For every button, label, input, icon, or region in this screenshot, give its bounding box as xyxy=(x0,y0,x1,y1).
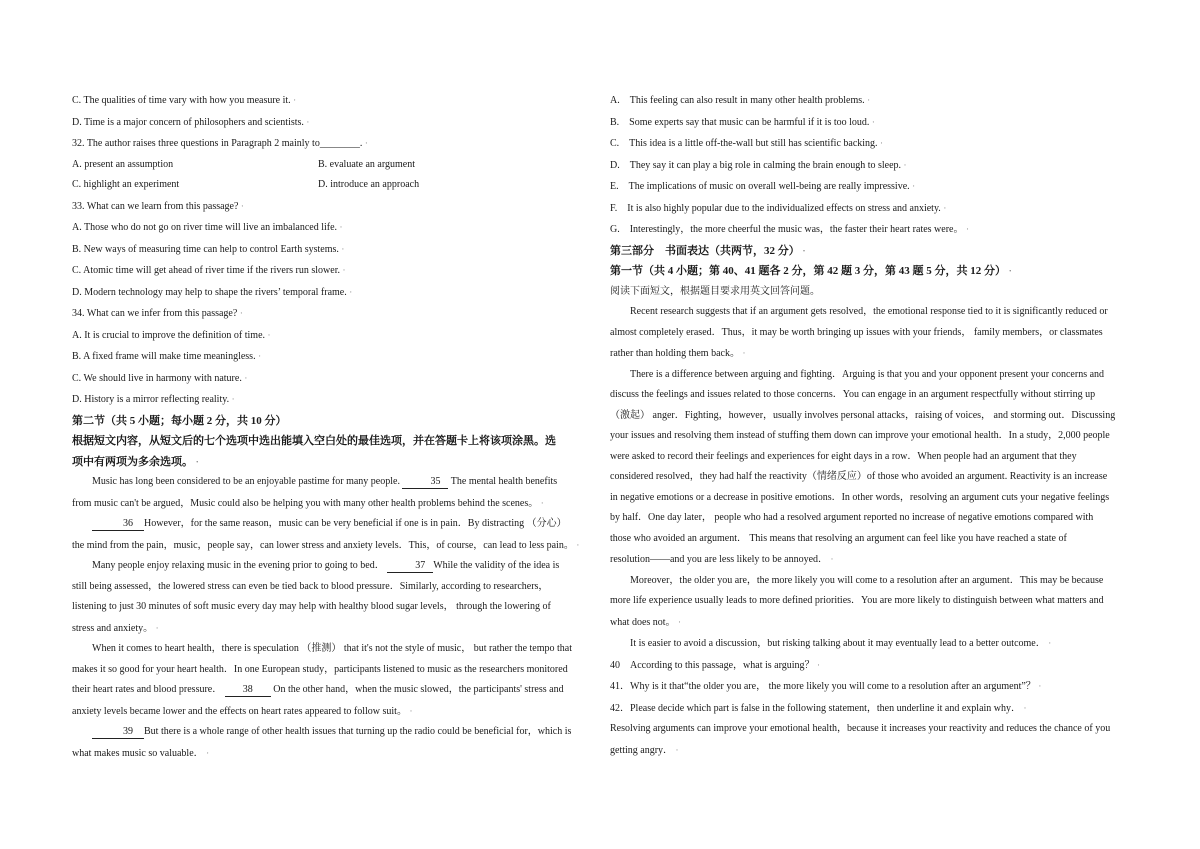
question-40: 40 According to this passage，what is arguing？ · xyxy=(610,659,821,671)
passage-line: resolution——and you are less likely to be annoyed． · xyxy=(610,554,834,565)
q32-options-ab: A. present an assumption B. evaluate an argument xyxy=(72,158,416,170)
blank-39: 39 xyxy=(92,725,144,739)
q34-option-b: B. A fixed frame will make time meaningless. · xyxy=(72,351,262,362)
passage-line: from music can't be argued，Music could also be helping you with many other health problems behind the scenes。 · xyxy=(72,497,544,509)
passage-line: Music has long been considered to be an enjoyable pastime for many people. 35 The mental health benefits xyxy=(92,476,558,487)
passage-line: what makes music so valuable． · xyxy=(72,747,210,759)
passage-line: by half．One day later， people who had a resolved argument reported no increase of negative emotions compared with xyxy=(610,512,1094,523)
passage-line: still being assessed，the lowered stress can even be tied back to blood pressure．Similarly, according to researchers， xyxy=(72,580,549,592)
blank-35: 35 xyxy=(402,475,448,489)
section2-instructions-1: 根据短文内容，从短文后的七个选项中选出能填入空白处的最佳选项，并在答题卡上将该项涂黑。选 xyxy=(72,435,556,447)
passage-line: stress and anxiety。 · xyxy=(72,622,159,634)
passage-line: It is easier to avoid a discussion，but risking talking about it may eventually lead to a better outcome． · xyxy=(630,638,1052,649)
passage-line: There is a difference between arguing and fighting．Arguing is that you and your opponent present your concerns and xyxy=(630,368,1105,380)
option-e: E. The implications of music on overall well-being are really impressive. · xyxy=(610,181,916,192)
passage-line: listening to just 30 minutes of soft music every day may help with healthy blood sugar levels， through the lowering of xyxy=(72,601,551,612)
option-b: B. Some experts say that music can be harmful if it is too loud. · xyxy=(610,116,875,128)
option-g: G. Interestingly，the more cheerful the music was，the faster their heart rates were。 · xyxy=(610,224,969,235)
left-column xyxy=(72,90,590,764)
section1-instructions: 阅读下面短文，根据题目要求用英文回答问题。 xyxy=(610,285,820,297)
passage-line: 36 However，for the same reason，music can be very beneficial if one is in pain．By distracting （分心） xyxy=(72,514,590,535)
q33-option-a: A. Those who do not go on river time will live an imbalanced life. · xyxy=(72,222,343,233)
section2-instructions-2: 项中有两项为多余选项。 · xyxy=(72,455,199,468)
passage-line: those who avoided an argument． This means that resolving an argument can feel like you have reached a state of xyxy=(610,532,1067,544)
passage-line: in negative emotions or a decrease in positive emotions．In other words，resolving an argument cuts your negative feelings xyxy=(610,491,1110,503)
right-column xyxy=(610,90,1130,761)
section1-title: 第一节（共 4 小题；第 40、41 题各 2 分，第 42 题 3 分，第 43 题 5 分，共 12 分） · xyxy=(610,265,1012,277)
passage-line: discuss the feelings and issues related to those concerns．You can engage in an argument respectfully without stirring up xyxy=(610,389,1096,400)
q33-option-c: C. Atomic time will get ahead of river time if the rivers run slower. · xyxy=(72,265,346,276)
q34-option-d: D. History is a mirror reflecting reality. · xyxy=(72,394,235,405)
blank-38: 38 xyxy=(225,683,271,697)
q32-options-cd: C. highlight an experiment D. introduce an approach xyxy=(72,179,420,190)
option-a: A. This feeling can also result in many other health problems. · xyxy=(610,95,871,106)
passage-line: almost completely erased．Thus，it may be worth bringing up issues with your friends， family members，or classmates xyxy=(610,326,1103,338)
section2-title: 第二节（共 5 小题；每小题 2 分，共 10 分） xyxy=(72,414,287,427)
option-d: D. They say it can play a big role in calming the brain enough to sleep. · xyxy=(610,159,907,171)
passage-line: their heart rates and blood pressure． 38 On the other hand，when the music slowed，the participants' stress and xyxy=(72,684,564,695)
passage-line: makes it so good for your heart health．In one European study，participants listened to music as the researchers monitored xyxy=(72,663,568,675)
passage-line: more life experience usually leads to more defined priorities．You are more likely to distinguish between what matters and xyxy=(610,595,1104,606)
passage-line: your issues and resolving them instead of stuffing them down can improve your emotional health．In a study，2,000 people xyxy=(610,430,1110,441)
q33-stem: 33. What can we learn from this passage? · xyxy=(72,200,244,212)
passage-line: Moreover，the older you are，the more likely you will come to a resolution after an argument．This may be because xyxy=(630,574,1104,586)
q31-option-d: D. Time is a major concern of philosophers and scientists. · xyxy=(72,116,310,128)
passage-line: （激起） anger．Fighting，however，usually involves personal attacks，raising of voices， and storming out．Discussing xyxy=(610,409,1116,421)
question-42-statement: Resolving arguments can improve your emotional health，because it increases your reactivity and reduces the chance of you xyxy=(610,723,1111,734)
q31-option-c: C. The qualities of time vary with how you measure it. · xyxy=(72,95,297,106)
option-c: C. This idea is a little off-the-wall but still has scientific backing. · xyxy=(610,138,884,149)
passage-line: rather than holding them back。 · xyxy=(610,348,746,359)
passage-line: what does not。 · xyxy=(610,616,682,628)
option-f: F. It is also highly popular due to the individualized effects on stress and anxiety. · xyxy=(610,202,947,214)
passage-line: the mind from the pain，music，people say，can lower stress and anxiety levels．This，of course，can lead to less pain。 · xyxy=(72,539,580,551)
q33-option-b: B. New ways of measuring time can help to control Earth systems. · xyxy=(72,243,345,255)
part3-title: 第三部分 书面表达（共两节，32 分） · xyxy=(610,244,806,257)
blank-36: 36 xyxy=(92,517,144,531)
passage-line: When it comes to heart health，there is speculation （推测） that it's not the style of music， but rather the tempo that xyxy=(92,643,573,654)
passage-line: Many people enjoy relaxing music in the evening prior to going to bed． 37 While the validity of the idea is xyxy=(92,560,560,571)
q33-option-d: D. Modern technology may help to shape the rivers’ temporal frame. · xyxy=(72,286,353,298)
question-42-statement: getting angry． · xyxy=(610,744,679,756)
q34-option-a: A. It is crucial to improve the definition of time. · xyxy=(72,329,271,341)
question-41: 41．Why is it that“the older you are， the more likely you will come to a resolution after an argument”？ · xyxy=(610,681,1042,692)
passage-line: anxiety levels became lower and the effects on heart rates appeared to follow suit。 · xyxy=(72,705,413,717)
passage-line: Recent research suggests that if an argument gets resolved，the emotional response tied to it is significantly reduced or xyxy=(630,306,1108,317)
passage-line: were asked to record their feelings and experiences for eight days in a row．When people had an argument that they xyxy=(610,450,1077,462)
q34-stem: 34. What can we infer from this passage? · xyxy=(72,308,243,319)
passage-line: 39 But there is a whole range of other health issues that turning up the radio could be beneficial for，which is xyxy=(72,722,590,743)
question-42: 42．Please decide which part is false in the following statement，then underline it and explain why． · xyxy=(610,702,1027,714)
blank-37: 37 xyxy=(387,559,433,573)
q34-option-c: C. We should live in harmony with nature. · xyxy=(72,372,248,384)
passage-line: considered resolved，they had half the reactivity（情绪反应）of those who avoided an argument. Reactivity is an increase xyxy=(610,471,1108,482)
q32-stem: 32. The author raises three questions in Paragraph 2 mainly to________. · xyxy=(72,138,368,149)
